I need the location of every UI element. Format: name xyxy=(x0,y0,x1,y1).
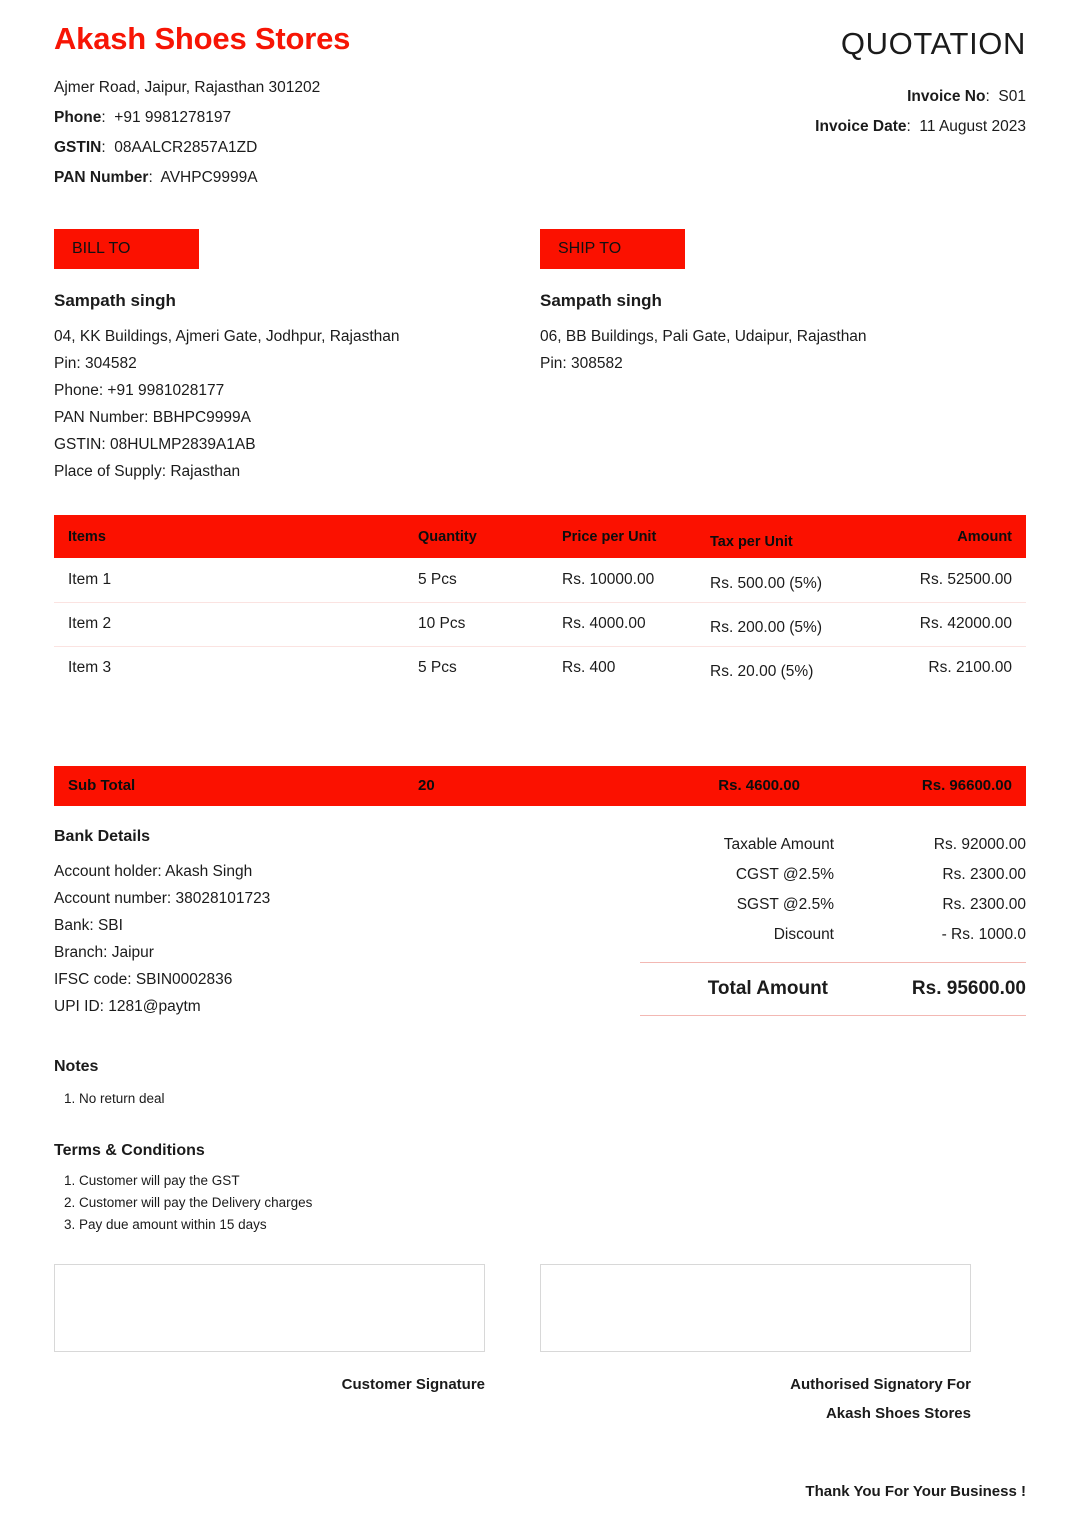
company-gstin-label: GSTIN xyxy=(54,139,102,157)
bank-details-block xyxy=(54,828,640,1020)
authorised-signature-block xyxy=(540,1264,1026,1428)
document-header xyxy=(54,0,1026,193)
company-pan-value: AVHPC9999A xyxy=(160,169,258,187)
company-gstin-line: GSTIN: 08AALCR2857A1ZD xyxy=(54,139,258,157)
list-item: 1. Customer will pay the GST xyxy=(64,1173,240,1189)
cell-price: Rs. 10000.00 xyxy=(562,558,710,602)
total-amount-row xyxy=(640,963,1026,1015)
col-header-price: Price per Unit xyxy=(562,515,710,558)
company-name: Akash Shoes Stores xyxy=(54,21,351,56)
cell-quantity: 5 Pcs xyxy=(418,659,457,677)
bill-to-phone: Phone: +91 9981028177 xyxy=(54,382,225,400)
subtotal-row xyxy=(54,766,1026,806)
signatures-section xyxy=(54,1264,1026,1428)
company-block xyxy=(54,20,614,193)
totals-label: CGST @2.5% xyxy=(735,866,834,884)
terms-section xyxy=(54,1142,1026,1236)
notes-section xyxy=(54,1058,1026,1110)
authorised-signature-label: Authorised Signatory For xyxy=(790,1376,971,1394)
totals-label: Taxable Amount xyxy=(723,836,834,854)
subtotal-amount: Rs. 96600.00 xyxy=(921,777,1012,795)
cell-tax: Rs. 500.00 (5%) xyxy=(710,558,868,602)
cell-item: Item 2 xyxy=(54,602,418,646)
totals-line-discount xyxy=(640,920,1026,950)
bank-name: Bank: SBI xyxy=(54,917,123,935)
bill-to-block xyxy=(54,229,540,485)
company-pan-line: PAN Number: AVHPC9999A xyxy=(54,169,258,187)
items-table-body xyxy=(54,558,1026,690)
document-meta-block xyxy=(815,20,1026,142)
totals-label: SGST @2.5% xyxy=(736,896,834,914)
company-phone-label: Phone xyxy=(54,109,102,127)
company-address: Ajmer Road, Jaipur, Rajasthan 301202 xyxy=(54,79,321,97)
customer-signature-block xyxy=(54,1264,540,1428)
ship-to-pin: Pin: 308582 xyxy=(540,355,623,373)
totals-block xyxy=(640,828,1026,1020)
list-item: 3. Pay due amount within 15 days xyxy=(64,1217,267,1233)
items-table xyxy=(54,515,1026,690)
cell-tax: Rs. 200.00 (5%) xyxy=(710,602,868,646)
items-table-head xyxy=(54,515,1026,558)
totals-label: Discount xyxy=(773,926,834,944)
customer-signature-box[interactable] xyxy=(54,1264,485,1352)
list-item: 1. No return deal xyxy=(64,1091,165,1107)
invoice-no-value: S01 xyxy=(998,87,1026,105)
company-phone-value: +91 9981278197 xyxy=(114,109,232,127)
bank-branch: Branch: Jaipur xyxy=(54,944,154,962)
company-phone-line: Phone: +91 9981278197 xyxy=(54,109,232,127)
table-row xyxy=(54,602,1026,646)
authorised-signature-company: Akash Shoes Stores xyxy=(825,1405,971,1423)
parties-section xyxy=(54,229,1026,485)
notes-title: Notes xyxy=(54,1058,99,1076)
bill-to-name: Sampath singh xyxy=(54,291,176,311)
cell-item: Item 3 xyxy=(68,659,112,677)
cell-amount: Rs. 42000.00 xyxy=(868,602,1026,646)
terms-title: Terms & Conditions xyxy=(54,1142,205,1160)
totals-value: Rs. 2300.00 xyxy=(942,896,1026,914)
totals-value: Rs. 2300.00 xyxy=(942,866,1026,884)
bill-to-address: 04, KK Buildings, Ajmeri Gate, Jodhpur, Rajasthan xyxy=(54,328,400,346)
thank-you-note: Thank You For Your Business ! xyxy=(805,1483,1026,1500)
cell-amount: Rs. 2100.00 xyxy=(928,659,1012,677)
authorised-signature-box[interactable] xyxy=(540,1264,971,1352)
table-row xyxy=(54,646,1026,690)
ship-to-name: Sampath singh xyxy=(540,291,662,311)
bank-account-holder: Account holder: Akash Singh xyxy=(54,863,253,881)
list-item: 2. Customer will pay the Delivery charges xyxy=(64,1195,313,1211)
bank-details-title: Bank Details xyxy=(54,828,151,846)
invoice-date-value: 11 August 2023 xyxy=(919,117,1026,135)
totals-line-cgst xyxy=(640,860,1026,890)
bill-to-badge: BILL TO xyxy=(54,229,199,269)
bank-ifsc: IFSC code: SBIN0002836 xyxy=(54,971,233,989)
bill-to-pin: Pin: 304582 xyxy=(54,355,137,373)
lower-section xyxy=(54,828,1026,1020)
items-table-header-row xyxy=(54,515,1026,558)
ship-to-address: 06, BB Buildings, Pali Gate, Udaipur, Rajasthan xyxy=(540,328,867,346)
cell-price: Rs. 4000.00 xyxy=(562,602,710,646)
cell-item: Item 1 xyxy=(54,558,418,602)
document-title: QUOTATION xyxy=(840,26,1026,61)
company-gstin-value: 08AALCR2857A1ZD xyxy=(114,139,258,157)
subtotal-quantity: 20 xyxy=(418,777,435,795)
col-header-quantity: Quantity xyxy=(418,515,562,558)
cell-tax: Rs. 20.00 (5%) xyxy=(710,663,814,681)
totals-line-taxable xyxy=(640,830,1026,860)
customer-signature-label: Customer Signature xyxy=(341,1376,485,1394)
bill-to-pan: PAN Number: BBHPC9999A xyxy=(54,409,251,427)
invoice-date-label: Invoice Date xyxy=(815,117,907,135)
invoice-date-line: Invoice Date: 11 August 2023 xyxy=(815,117,1026,135)
totals-divider-bottom xyxy=(640,1015,1026,1016)
ship-to-block xyxy=(540,229,1026,485)
cell-price: Rs. 400 xyxy=(562,659,616,677)
bill-to-gstin: GSTIN: 08HULMP2839A1AB xyxy=(54,436,256,454)
subtotal-tax: Rs. 4600.00 xyxy=(718,777,800,795)
col-header-amount: Amount xyxy=(868,515,1026,558)
bank-upi-id: UPI ID: 1281@paytm xyxy=(54,998,201,1016)
cell-amount: Rs. 52500.00 xyxy=(868,558,1026,602)
cell-quantity: 10 Pcs xyxy=(418,602,562,646)
table-row xyxy=(54,558,1026,602)
cell-quantity: 5 Pcs xyxy=(418,558,562,602)
bank-account-number: Account number: 38028101723 xyxy=(54,890,271,908)
totals-value: - Rs. 1000.0 xyxy=(941,926,1026,944)
items-table-section xyxy=(54,515,1026,806)
total-amount-label: Total Amount xyxy=(707,978,828,1000)
totals-line-sgst xyxy=(640,890,1026,920)
invoice-no-label: Invoice No xyxy=(907,87,986,105)
subtotal-label: Sub Total xyxy=(68,777,136,795)
total-amount-value: Rs. 95600.00 xyxy=(911,978,1026,1000)
invoice-no-line: Invoice No: S01 xyxy=(907,87,1026,105)
company-pan-label: PAN Number xyxy=(54,169,149,187)
col-header-items: Items xyxy=(54,515,418,558)
col-header-tax: Tax per Unit xyxy=(710,515,868,558)
ship-to-badge: SHIP TO xyxy=(540,229,685,269)
totals-value: Rs. 92000.00 xyxy=(933,836,1026,854)
bill-to-place-of-supply: Place of Supply: Rajasthan xyxy=(54,463,241,481)
